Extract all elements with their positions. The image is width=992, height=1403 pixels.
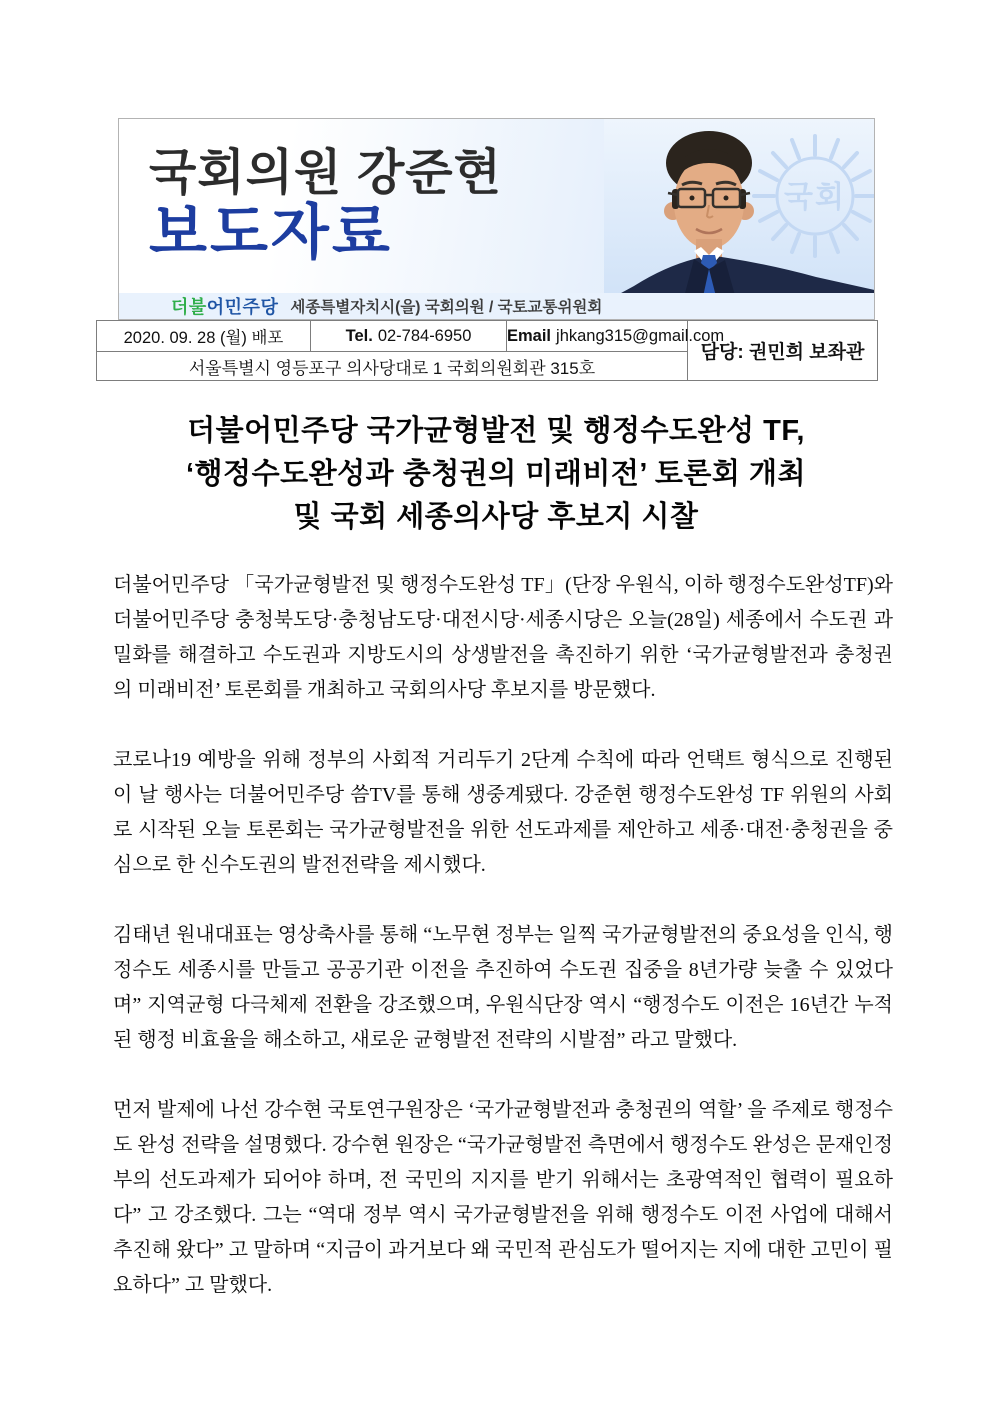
- member-name: 국회의원 강준현: [149, 146, 502, 200]
- press-header: [118, 118, 875, 320]
- member-photo-graphic: [604, 119, 874, 319]
- body-paragraph-2: 코로나19 예방을 위해 정부의 사회적 거리두기 2단계 수칙에 따라 언택트 형식으로 진행된 이 날 행사는 더불어민주당 씀TV를 통해 생중계됐다. 강준현 행정수도완성 TF 위원의 사회로 시작된 오늘 토론회는 국가균형발전을 위한 선도과제를 제안하고 세종·대전·충청권을 중심으로 한 신수도권의 발전전략을 제시했다.: [113, 749, 893, 876]
- party-strip: [119, 293, 874, 319]
- address-cell: 서울특별시 영등포구 의사당대로 1 국회의원회관 315호: [97, 352, 688, 381]
- contact-cell: 담당: 권민희 보좌관: [688, 321, 878, 381]
- press-title-line-3: 및 국회 세종의사당 후보지 시찰: [293, 501, 699, 533]
- tel-value: 02-784-6950: [377, 326, 472, 345]
- body-paragraph-3: 김태년 원내대표는 영상축사를 통해 “노무현 정부는 일찍 국가균형발전의 중요성을 인식, 행정수도 세종시를 만들고 공공기관 이전을 추진하여 수도권 집중을 8년가량 늦출 수 있었다며” 지역균형 다극체제 전환을 강조했으며, 우원식단장 역시 “행정수도 이전은 16년간 누적된 행정 비효율을 해소하고, 새로운 균형발전 전략의 시발점” 라고 말했다.: [113, 924, 893, 1051]
- press-body: [113, 568, 893, 1338]
- release-date-cell: 2020. 09. 28 (월) 배포: [97, 321, 311, 352]
- member-photo: [604, 119, 874, 319]
- email-label: Email: [507, 326, 552, 345]
- assembly-emblem-icon: [754, 136, 874, 256]
- press-title: [106, 410, 886, 539]
- header-text-block: [149, 145, 502, 265]
- email-cell: [507, 321, 725, 352]
- contact-info-table: [96, 320, 878, 381]
- tel-label: Tel.: [345, 326, 373, 345]
- party-logo-part-green: 더불: [171, 297, 207, 317]
- party-logo: [171, 293, 278, 319]
- doc-type-title: 보도자료: [149, 199, 393, 266]
- body-paragraph-4: 먼저 발제에 나선 강수현 국토연구원장은 ‘국가균형발전과 충청권의 역할’ 을 주제로 행정수도 완성 전략을 설명했다. 강수현 원장은 “국가균형발전 측면에서 행정수도 완성은 문재인정부의 선도과제가 되어야 하며, 전 국민의 지지를 받기 위해서는 초광역적인 협력이 필요하다” 고 강조했다. 그는 “역대 정부 역시 국가균형발전을 위해 행정수도 이전 사업에 대해서 추진해 왔다” 고 말하며 “지금이 과거보다 왜 국민적 관심도가 떨어지는 지에 대한 고민이 필요하다” 고 말했다.: [113, 1099, 893, 1296]
- press-title-line-1: 더불어민주당 국가균형발전 및 행정수도완성 TF,: [187, 415, 805, 447]
- press-title-line-2: ‘행정수도완성과 충청권의 미래비전’ 토론회 개최: [185, 458, 807, 490]
- member-position: 세종특별자치시(을) 국회의원 / 국토교통위원회: [290, 299, 603, 316]
- body-paragraph-1: 더불어민주당 「국가균형발전 및 행정수도완성 TF」(단장 우원식, 이하 행정수도완성TF)와 더불어민주당 충청북도당·충청남도당·대전시당·세종시당은 오늘(28일) 세종에서 수도권 과밀화를 해결하고 수도권과 지방도시의 상생발전을 촉진하기 위한 ‘국가균형발전과 충청권의 미래비전’ 토론회를 개최하고 국회의사당 후보지를 방문했다.: [113, 574, 893, 701]
- tel-cell: [311, 321, 507, 352]
- email-value: jhkang315@gmail.com: [556, 326, 725, 345]
- emblem-label: 국회: [784, 181, 846, 214]
- party-logo-part-blue: 어민주당: [206, 297, 279, 317]
- info-row-top: [97, 321, 878, 352]
